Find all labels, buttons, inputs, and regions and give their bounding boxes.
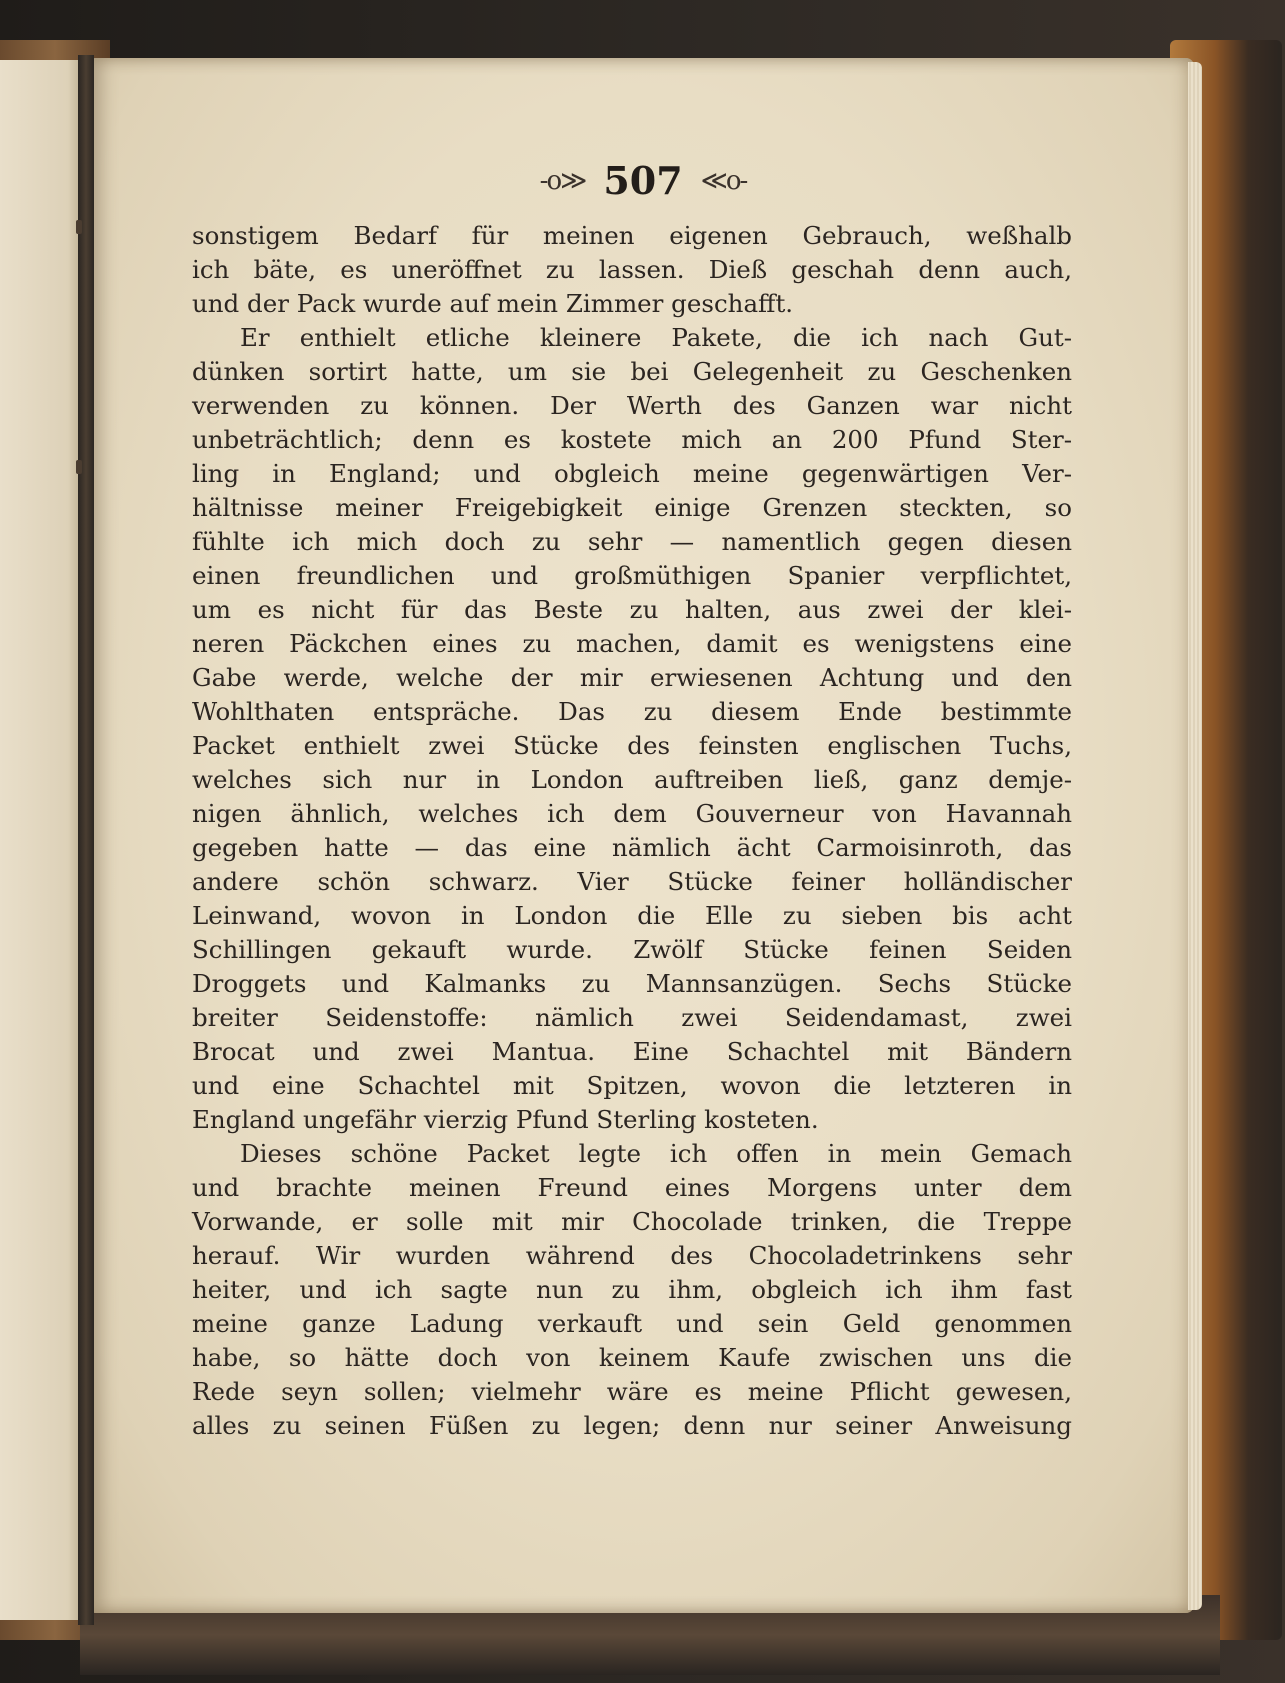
text-line: fühlte ich mich doch zu sehr — namentlich gegen diesen xyxy=(192,527,1072,556)
left-page-edge xyxy=(0,60,85,1620)
text-line: sonstigem Bedarf für meinen eigenen Gebrauch, weßhalb xyxy=(192,221,1072,250)
text-line: neren Päckchen eines zu machen, damit es wenigstens eine xyxy=(192,629,1072,658)
text-line: um es nicht für das Beste zu halten, aus zwei der klei- xyxy=(192,595,1072,624)
text-line: Gabe werde, welche der mir erwiesenen Achtung und den xyxy=(192,663,1072,692)
text-line: und brachte meinen Freund eines Morgens unter dem xyxy=(192,1173,1072,1202)
text-line: welches sich nur in London auftreiben ließ, ganz demje- xyxy=(192,765,1072,794)
text-line: Vorwande, er solle mit mir Chocolade trinken, die Treppe xyxy=(192,1207,1072,1236)
body-text xyxy=(192,219,1072,1443)
text-line: nigen ähnlich, welches ich dem Gouverneur von Havannah xyxy=(192,799,1072,828)
text-line: hältnisse meiner Freigebigkeit einige Grenzen steckten, so xyxy=(192,493,1072,522)
text-line: Wohlthaten entspräche. Das zu diesem Ende bestimmte xyxy=(192,697,1072,726)
text-line: Packet enthielt zwei Stücke des feinsten englischen Tuchs, xyxy=(192,731,1072,760)
text-line: einen freundlichen und großmüthigen Spanier verpflichtet, xyxy=(192,561,1072,590)
text-line: Dieses schöne Packet legte ich offen in mein Gemach xyxy=(240,1139,1072,1168)
text-line: ich bäte, es uneröffnet zu lassen. Dieß geschah denn auch, xyxy=(192,255,1072,284)
page-block-edge xyxy=(1188,62,1202,1610)
text-line: Droggets und Kalmanks zu Mannsanzügen. Sechs Stücke xyxy=(192,969,1072,998)
book-gutter xyxy=(78,55,94,1625)
text-line: herauf. Wir wurden während des Chocoladetrinkens sehr xyxy=(192,1241,1072,1270)
binding-mark xyxy=(76,220,82,234)
text-line: und eine Schachtel mit Spitzen, wovon die letzteren in xyxy=(192,1071,1072,1100)
text-line: dünken sortirt hatte, um sie bei Gelegenheit zu Geschenken xyxy=(192,357,1072,386)
text-line: Brocat und zwei Mantua. Eine Schachtel mit Bändern xyxy=(192,1037,1072,1066)
text-line: verwenden zu können. Der Werth des Ganzen war nicht xyxy=(192,391,1072,420)
text-line: Schillingen gekauft wurde. Zwölf Stücke feinen Seiden xyxy=(192,935,1072,964)
text-line: heiter, und ich sagte nun zu ihm, obgleich ich ihm fast xyxy=(192,1275,1072,1304)
text-line: alles zu seinen Füßen zu legen; denn nur seiner Anweisung xyxy=(192,1411,1072,1440)
text-line: habe, so hätte doch von keinem Kaufe zwischen uns die xyxy=(192,1343,1072,1372)
text-line: Rede seyn sollen; vielmehr wäre es meine Pflicht gewesen, xyxy=(192,1377,1072,1406)
text-line: Leinwand, wovon in London die Elle zu sieben bis acht xyxy=(192,901,1072,930)
text-line: meine ganze Ladung verkauft und sein Geld genommen xyxy=(192,1309,1072,1338)
text-line: breiter Seidenstoffe: nämlich zwei Seidendamast, zwei xyxy=(192,1003,1072,1032)
header-ornament-left-icon: -o≫ xyxy=(539,165,586,196)
text-line: gegeben hatte — das eine nämlich ächt Carmoisinroth, das xyxy=(192,833,1072,862)
page-number: 507 xyxy=(603,158,683,203)
header-ornament-right-icon: ≪o- xyxy=(700,165,747,196)
text-line: Er enthielt etliche kleinere Pakete, die ich nach Gut- xyxy=(240,323,1072,352)
binding-mark xyxy=(76,460,82,474)
text-line: England ungefähr vierzig Pfund Sterling kosteten. xyxy=(192,1105,819,1134)
text-line: andere schön schwarz. Vier Stücke feiner holländischer xyxy=(192,867,1072,896)
page-header xyxy=(92,158,1194,203)
text-line: ling in England; und obgleich meine gegenwärtigen Ver- xyxy=(192,459,1072,488)
text-line: und der Pack wurde auf mein Zimmer geschafft. xyxy=(192,289,794,318)
text-line: unbeträchtlich; denn es kostete mich an 200 Pfund Ster- xyxy=(192,425,1072,454)
